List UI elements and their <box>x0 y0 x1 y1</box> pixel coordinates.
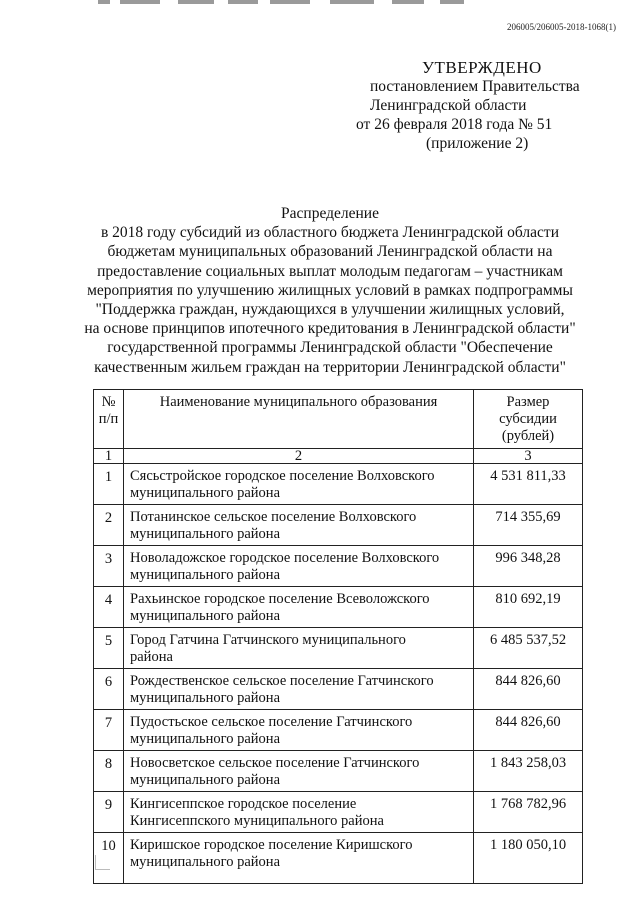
row-number: 9 <box>94 792 124 833</box>
table-row <box>94 833 583 884</box>
table-row <box>94 628 583 669</box>
table-row <box>94 587 583 628</box>
subsidy-amount: 1 768 782,96 <box>474 792 583 833</box>
row-number: 7 <box>94 710 124 751</box>
title-line: государственной программы Ленинградской области "Обеспечение <box>107 339 553 357</box>
title-line: качественным жильем граждан на территории Ленинградской области" <box>94 358 566 376</box>
municipality-name <box>124 710 474 751</box>
name-line: Сясьстройское городское поселение Волховского <box>130 468 435 484</box>
header-amount-line: Размер <box>506 394 550 410</box>
subsidy-amount: 1 180 050,10 <box>474 833 583 884</box>
title-line: на основе принципов ипотечного кредитования в Ленинградской области" <box>84 320 576 338</box>
name-line: муниципального района <box>130 526 280 542</box>
municipality-name <box>124 464 474 505</box>
subsidy-amount: 714 355,69 <box>474 505 583 546</box>
name-line: муниципального района <box>130 772 280 788</box>
table-row <box>94 546 583 587</box>
subsidy-amount: 6 485 537,52 <box>474 628 583 669</box>
column-index: 1 <box>94 449 124 464</box>
subsidy-amount: 1 843 258,03 <box>474 751 583 792</box>
table-header-row <box>94 390 583 449</box>
row-number: 5 <box>94 628 124 669</box>
header-name: Наименование муниципального образования <box>124 390 474 449</box>
municipality-name <box>124 833 474 884</box>
municipality-name <box>124 792 474 833</box>
header-amount-line: (рублей) <box>501 428 555 444</box>
name-line: Рождественское сельское поселение Гатчинского <box>130 673 434 689</box>
name-line: Новосветское сельское поселение Гатчинского <box>130 755 420 771</box>
name-line: Кингисеппского муниципального района <box>130 813 384 829</box>
approval-stamp <box>350 58 610 153</box>
scan-corner-mark <box>95 855 110 870</box>
row-number: 4 <box>94 587 124 628</box>
name-line: муниципального района <box>130 608 280 624</box>
title-line: мероприятия по улучшению жилищных условий в рамках подпрограммы <box>87 281 573 299</box>
header-number-line: п/п <box>98 411 119 427</box>
name-line: муниципального района <box>130 485 280 501</box>
subsidy-amount: 810 692,19 <box>474 587 583 628</box>
name-line: Киришское городское поселение Киришского <box>130 837 413 853</box>
header-amount-line: субсидии <box>499 411 557 427</box>
name-line: Пудостьское сельское поселение Гатчинского <box>130 714 413 730</box>
title-line: в 2018 году субсидий из областного бюджета Ленинградской области <box>100 224 559 242</box>
name-line: муниципального района <box>130 690 280 706</box>
column-index-row <box>94 449 583 464</box>
name-line: муниципального района <box>130 854 280 870</box>
subsidy-amount: 844 826,60 <box>474 710 583 751</box>
name-line: муниципального района <box>130 567 280 583</box>
column-index: 2 <box>124 449 474 464</box>
approval-line: постановлением Правительства <box>370 78 580 95</box>
table-row <box>94 710 583 751</box>
table-row <box>94 751 583 792</box>
municipality-name <box>124 546 474 587</box>
title-line: "Поддержка граждан, нуждающихся в улучшении жилищных условий, <box>95 301 565 319</box>
table-row <box>94 464 583 505</box>
row-number: 8 <box>94 751 124 792</box>
title-line: предоставление социальных выплат молодым педагогам – участникам <box>97 262 563 280</box>
column-index: 3 <box>474 449 583 464</box>
document-title <box>40 204 620 377</box>
header-amount <box>474 390 583 449</box>
name-line: муниципального района <box>130 731 280 747</box>
approval-title: УТВЕРЖДЕНО <box>422 58 542 77</box>
approval-appendix: (приложение 2) <box>426 135 529 152</box>
document-id: 206005/206005-2018-1068(1) <box>507 22 616 32</box>
row-number: 2 <box>94 505 124 546</box>
row-number: 10 <box>94 833 124 884</box>
approval-line: Ленинградской области <box>370 97 527 114</box>
row-number: 3 <box>94 546 124 587</box>
title-heading: Распределение <box>281 205 379 222</box>
name-line: района <box>130 649 173 665</box>
municipality-name <box>124 587 474 628</box>
title-line: бюджетам муниципальных образований Ленинградской области на <box>107 243 553 261</box>
name-line: Город Гатчина Гатчинского муниципального <box>130 632 406 648</box>
name-line: Потанинское сельское поселение Волховского <box>130 509 417 525</box>
municipality-name <box>124 628 474 669</box>
header-number-line: № <box>101 394 116 410</box>
table-row <box>94 505 583 546</box>
row-number: 1 <box>94 464 124 505</box>
name-line: Кингисеппское городское поселение <box>130 796 357 812</box>
subsidy-amount: 996 348,28 <box>474 546 583 587</box>
row-number: 6 <box>94 669 124 710</box>
subsidy-table <box>93 389 583 884</box>
scan-marks <box>0 0 640 10</box>
table-row <box>94 669 583 710</box>
name-line: Новоладожское городское поселение Волховского <box>130 550 440 566</box>
municipality-name <box>124 669 474 710</box>
name-line: Рахьинское городское поселение Всеволожского <box>130 591 430 607</box>
municipality-name <box>124 505 474 546</box>
subsidy-amount: 844 826,60 <box>474 669 583 710</box>
municipality-name <box>124 751 474 792</box>
subsidy-amount: 4 531 811,33 <box>474 464 583 505</box>
table-row <box>94 792 583 833</box>
approval-date: от 26 февраля 2018 года № 51 <box>356 116 553 133</box>
header-number <box>94 390 124 449</box>
